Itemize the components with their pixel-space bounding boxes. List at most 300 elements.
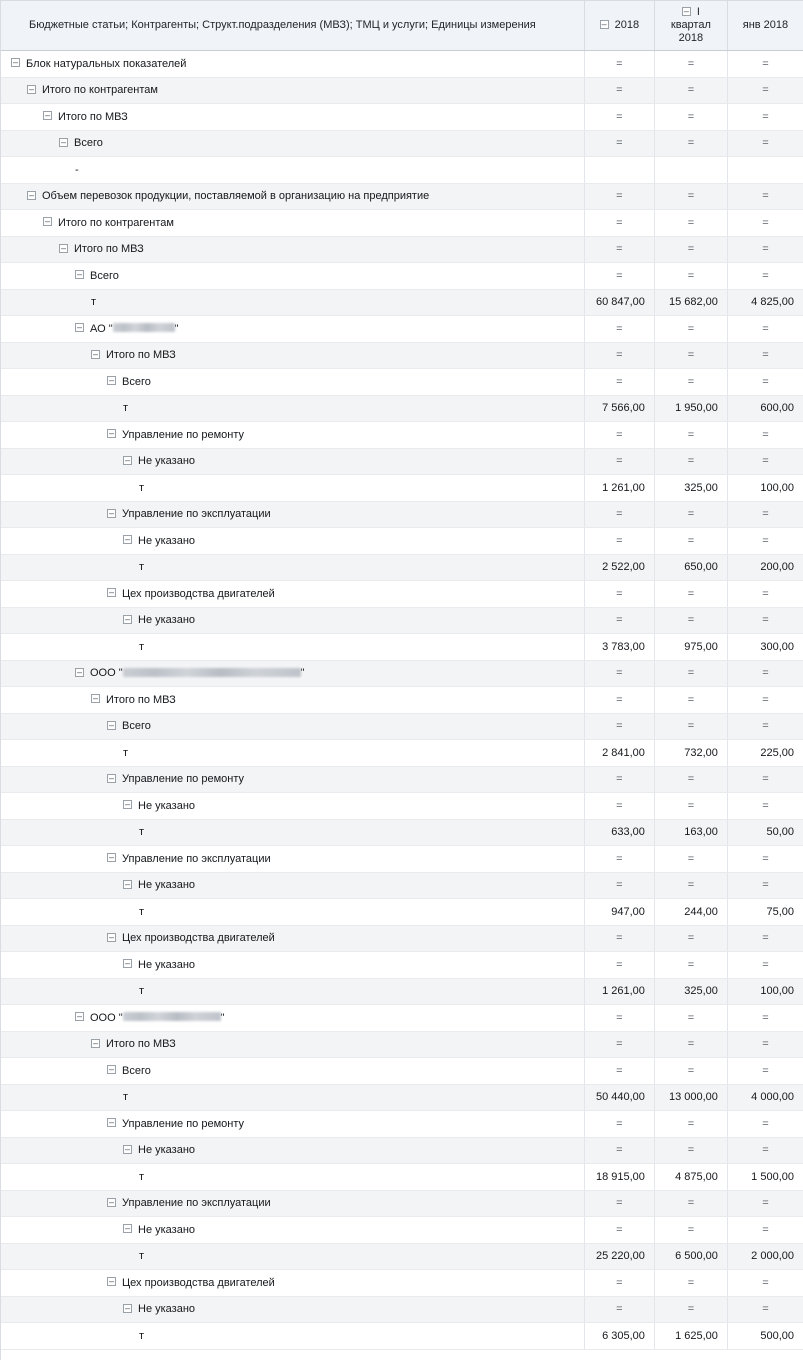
value-cell[interactable] (727, 1217, 803, 1244)
row-label-cell[interactable] (1, 501, 584, 528)
value-cell[interactable] (584, 846, 654, 873)
expand-toggle-icon[interactable] (600, 20, 609, 29)
collapse-toggle-icon[interactable] (75, 668, 84, 677)
table-row[interactable] (1, 342, 803, 369)
collapse-toggle-icon[interactable] (107, 509, 116, 518)
value-cell[interactable] (654, 581, 727, 608)
row-label-cell[interactable] (1, 793, 584, 820)
value-cell[interactable] (654, 1058, 727, 1085)
row-label-cell[interactable] (1, 210, 584, 237)
table-row[interactable] (1, 104, 803, 131)
value-cell[interactable] (654, 607, 727, 634)
collapse-toggle-icon[interactable] (91, 1039, 100, 1048)
value-cell[interactable] (727, 872, 803, 899)
value-cell[interactable]: 200,00 (727, 554, 803, 581)
table-row[interactable] (1, 1084, 803, 1111)
value-cell[interactable]: 100,00 (727, 475, 803, 502)
collapse-toggle-icon[interactable] (107, 853, 116, 862)
value-cell[interactable]: 50,00 (727, 819, 803, 846)
table-row[interactable] (1, 1190, 803, 1217)
value-cell[interactable] (654, 1296, 727, 1323)
value-cell[interactable]: 13 000,00 (654, 1084, 727, 1111)
table-row[interactable] (1, 952, 803, 979)
row-label-cell[interactable] (1, 1084, 584, 1111)
column-header-dimensions[interactable]: Бюджетные статьи; Контрагенты; Структ.подразделения (МВЗ); ТМЦ и услуги; Единицы измерения (1, 1, 584, 51)
row-label-cell[interactable] (1, 289, 584, 316)
value-cell[interactable] (727, 316, 803, 343)
value-cell[interactable] (654, 342, 727, 369)
table-row[interactable] (1, 448, 803, 475)
table-row[interactable] (1, 1296, 803, 1323)
value-cell[interactable]: 60 847,00 (584, 289, 654, 316)
table-row[interactable] (1, 925, 803, 952)
table-row[interactable] (1, 130, 803, 157)
table-row[interactable] (1, 581, 803, 608)
row-label-cell[interactable] (1, 899, 584, 926)
table-row[interactable] (1, 1137, 803, 1164)
row-label-cell[interactable] (1, 925, 584, 952)
value-cell[interactable]: 6 305,00 (584, 1323, 654, 1350)
table-row[interactable] (1, 899, 803, 926)
value-cell[interactable] (654, 183, 727, 210)
value-cell[interactable] (584, 157, 654, 184)
value-cell[interactable] (584, 687, 654, 714)
value-cell[interactable]: 6 500,00 (654, 1243, 727, 1270)
collapse-toggle-icon[interactable] (123, 535, 132, 544)
table-row[interactable] (1, 422, 803, 449)
value-cell[interactable] (727, 1031, 803, 1058)
row-label-cell[interactable] (1, 607, 584, 634)
row-label-cell[interactable] (1, 422, 584, 449)
row-label-cell[interactable] (1, 1005, 584, 1032)
formula-placeholder: = (687, 693, 695, 706)
value-cell[interactable] (654, 872, 727, 899)
value-cell[interactable]: 225,00 (727, 740, 803, 767)
value-cell[interactable] (584, 607, 654, 634)
row-label-cell[interactable] (1, 77, 584, 104)
value-cell[interactable] (584, 51, 654, 78)
value-cell[interactable]: 75,00 (727, 899, 803, 926)
value-cell[interactable] (584, 1270, 654, 1297)
table-row[interactable] (1, 846, 803, 873)
formula-placeholder: = (687, 1144, 695, 1157)
value-cell[interactable] (654, 104, 727, 131)
value-cell[interactable] (727, 51, 803, 78)
value-cell[interactable] (584, 766, 654, 793)
collapse-toggle-icon[interactable] (27, 191, 36, 200)
value-cell[interactable] (654, 77, 727, 104)
value-cell[interactable] (584, 130, 654, 157)
row-label-cell[interactable] (1, 448, 584, 475)
value-cell[interactable] (584, 1005, 654, 1032)
table-row[interactable] (1, 395, 803, 422)
column-header-q1-2018[interactable] (654, 1, 727, 51)
collapse-toggle-icon[interactable] (91, 694, 100, 703)
value-cell[interactable]: 1 950,00 (654, 395, 727, 422)
row-label-cell[interactable] (1, 554, 584, 581)
value-cell[interactable]: 163,00 (654, 819, 727, 846)
value-cell[interactable] (654, 316, 727, 343)
collapse-toggle-icon[interactable] (107, 588, 116, 597)
row-label-cell[interactable] (1, 872, 584, 899)
table-row[interactable] (1, 1005, 803, 1032)
value-cell[interactable] (584, 77, 654, 104)
value-cell[interactable] (584, 872, 654, 899)
value-cell[interactable] (654, 448, 727, 475)
value-cell[interactable]: 1 625,00 (654, 1323, 727, 1350)
collapse-toggle-icon[interactable] (107, 1198, 116, 1207)
table-row[interactable] (1, 713, 803, 740)
value-cell[interactable] (654, 1190, 727, 1217)
value-cell[interactable] (654, 925, 727, 952)
value-cell[interactable] (584, 316, 654, 343)
value-cell[interactable] (654, 793, 727, 820)
value-cell[interactable] (584, 713, 654, 740)
value-cell[interactable]: 650,00 (654, 554, 727, 581)
row-label-cell[interactable] (1, 660, 584, 687)
row-label-cell[interactable] (1, 1270, 584, 1297)
value-cell[interactable] (727, 952, 803, 979)
value-cell[interactable]: 244,00 (654, 899, 727, 926)
collapse-toggle-icon[interactable] (123, 800, 132, 809)
value-cell[interactable] (654, 766, 727, 793)
formula-placeholder: = (616, 1197, 623, 1210)
value-cell[interactable]: 1 261,00 (584, 978, 654, 1005)
value-cell[interactable]: 2 522,00 (584, 554, 654, 581)
value-cell[interactable] (584, 660, 654, 687)
value-cell[interactable]: 1 500,00 (727, 1164, 803, 1191)
value-cell[interactable] (654, 263, 727, 290)
table-row[interactable] (1, 183, 803, 210)
value-cell[interactable] (654, 952, 727, 979)
collapse-toggle-icon[interactable] (107, 721, 116, 730)
row-label-text: Всего (90, 269, 119, 282)
table-row[interactable] (1, 501, 803, 528)
collapse-toggle-icon[interactable] (107, 376, 116, 385)
value-cell[interactable]: 4 825,00 (727, 289, 803, 316)
row-label-cell[interactable] (1, 263, 584, 290)
value-cell[interactable]: 2 841,00 (584, 740, 654, 767)
value-cell[interactable] (654, 157, 727, 184)
row-label-cell[interactable] (1, 952, 584, 979)
row-label-cell[interactable] (1, 104, 584, 131)
value-cell[interactable]: 3 783,00 (584, 634, 654, 661)
value-cell[interactable] (654, 1137, 727, 1164)
value-cell[interactable] (727, 104, 803, 131)
row-label-cell[interactable] (1, 634, 584, 661)
row-label-cell[interactable] (1, 846, 584, 873)
value-cell[interactable] (584, 342, 654, 369)
row-label-cell[interactable] (1, 766, 584, 793)
table-row[interactable] (1, 369, 803, 396)
table-row[interactable] (1, 819, 803, 846)
value-cell[interactable]: 2 000,00 (727, 1243, 803, 1270)
row-label-cell[interactable] (1, 978, 584, 1005)
expand-toggle-icon[interactable] (682, 7, 691, 16)
value-cell[interactable] (727, 77, 803, 104)
value-cell[interactable]: 100,00 (727, 978, 803, 1005)
column-header-jan-2018[interactable] (727, 1, 803, 51)
row-label-cell[interactable] (1, 395, 584, 422)
formula-placeholder: = (616, 375, 623, 388)
table-row[interactable] (1, 1217, 803, 1244)
value-cell[interactable] (654, 130, 727, 157)
collapse-toggle-icon[interactable] (107, 429, 116, 438)
table-row[interactable] (1, 1323, 803, 1350)
value-cell[interactable] (727, 236, 803, 263)
value-cell[interactable] (584, 448, 654, 475)
table-row[interactable] (1, 528, 803, 555)
table-row[interactable] (1, 660, 803, 687)
table-row[interactable] (1, 51, 803, 78)
collapse-toggle-icon[interactable] (59, 244, 68, 253)
row-label-text: т (139, 640, 145, 653)
table-row[interactable] (1, 236, 803, 263)
formula-placeholder: = (762, 269, 769, 282)
value-cell[interactable] (727, 1058, 803, 1085)
row-label-cell[interactable] (1, 1137, 584, 1164)
value-cell[interactable]: 50 440,00 (584, 1084, 654, 1111)
row-label-cell[interactable] (1, 316, 584, 343)
value-cell[interactable]: 732,00 (654, 740, 727, 767)
row-label-cell[interactable] (1, 183, 584, 210)
value-cell[interactable] (654, 528, 727, 555)
table-row[interactable] (1, 607, 803, 634)
value-cell[interactable]: 300,00 (727, 634, 803, 661)
table-row[interactable] (1, 316, 803, 343)
value-cell[interactable] (727, 660, 803, 687)
row-label-cell[interactable] (1, 342, 584, 369)
row-label-cell[interactable] (1, 1296, 584, 1323)
value-cell[interactable] (584, 104, 654, 131)
value-cell[interactable] (727, 422, 803, 449)
row-label-cell[interactable] (1, 369, 584, 396)
value-cell[interactable]: 4 000,00 (727, 1084, 803, 1111)
collapse-toggle-icon[interactable] (11, 58, 20, 67)
table-row[interactable] (1, 263, 803, 290)
value-cell[interactable] (584, 1031, 654, 1058)
value-cell[interactable] (584, 1058, 654, 1085)
table-row[interactable] (1, 1270, 803, 1297)
row-label-text: Управление по эксплуатации (122, 1197, 271, 1210)
value-cell[interactable] (727, 1005, 803, 1032)
row-label-cell[interactable] (1, 1111, 584, 1138)
collapse-toggle-icon[interactable] (107, 774, 116, 783)
row-label-cell[interactable] (1, 528, 584, 555)
value-cell[interactable] (727, 263, 803, 290)
value-cell[interactable] (727, 581, 803, 608)
value-cell[interactable] (654, 713, 727, 740)
value-cell[interactable] (727, 925, 803, 952)
collapse-toggle-icon[interactable] (43, 111, 52, 120)
value-cell[interactable] (654, 1217, 727, 1244)
value-cell[interactable] (727, 528, 803, 555)
value-cell[interactable] (584, 528, 654, 555)
value-cell[interactable] (727, 793, 803, 820)
collapse-toggle-icon[interactable] (123, 1145, 132, 1154)
value-cell[interactable]: 18 915,00 (584, 1164, 654, 1191)
table-row[interactable] (1, 77, 803, 104)
collapse-toggle-icon[interactable] (75, 1012, 84, 1021)
row-label-cell[interactable] (1, 236, 584, 263)
value-cell[interactable] (727, 607, 803, 634)
value-cell[interactable] (727, 501, 803, 528)
value-cell[interactable] (584, 263, 654, 290)
value-cell[interactable] (584, 793, 654, 820)
collapse-toggle-icon[interactable] (75, 323, 84, 332)
value-cell[interactable] (584, 1111, 654, 1138)
row-label-cell[interactable] (1, 475, 584, 502)
table-row[interactable] (1, 1111, 803, 1138)
value-cell[interactable] (654, 51, 727, 78)
row-label-cell[interactable] (1, 1323, 584, 1350)
value-cell[interactable]: 975,00 (654, 634, 727, 661)
formula-placeholder: = (687, 84, 695, 97)
value-cell[interactable] (654, 846, 727, 873)
value-cell[interactable]: 325,00 (654, 978, 727, 1005)
value-cell[interactable] (584, 581, 654, 608)
value-cell[interactable]: 600,00 (727, 395, 803, 422)
value-cell[interactable] (584, 501, 654, 528)
table-row[interactable] (1, 475, 803, 502)
collapse-toggle-icon[interactable] (123, 1224, 132, 1233)
table-row[interactable] (1, 634, 803, 661)
value-cell[interactable] (654, 210, 727, 237)
value-cell[interactable] (727, 766, 803, 793)
row-label-cell[interactable] (1, 1190, 584, 1217)
table-row[interactable] (1, 1164, 803, 1191)
value-cell[interactable] (584, 1296, 654, 1323)
value-cell[interactable] (727, 157, 803, 184)
value-cell[interactable]: 947,00 (584, 899, 654, 926)
value-cell[interactable] (654, 1270, 727, 1297)
table-row[interactable] (1, 1243, 803, 1270)
row-label-text: Всего (74, 137, 103, 150)
value-cell[interactable] (727, 713, 803, 740)
value-cell[interactable] (727, 183, 803, 210)
value-cell[interactable] (727, 1270, 803, 1297)
table-row[interactable] (1, 687, 803, 714)
table-row[interactable] (1, 157, 803, 184)
value-cell[interactable] (584, 210, 654, 237)
column-header-2018[interactable] (584, 1, 654, 51)
formula-placeholder: = (616, 773, 623, 786)
value-cell[interactable] (584, 183, 654, 210)
row-label-cell[interactable] (1, 581, 584, 608)
collapse-toggle-icon[interactable] (123, 1304, 132, 1313)
row-label-cell[interactable] (1, 157, 584, 184)
value-cell[interactable] (654, 369, 727, 396)
collapse-toggle-icon[interactable] (123, 880, 132, 889)
table-row[interactable] (1, 1031, 803, 1058)
value-cell[interactable] (584, 952, 654, 979)
value-cell[interactable] (654, 660, 727, 687)
table-row[interactable] (1, 1058, 803, 1085)
collapse-toggle-icon[interactable] (91, 350, 100, 359)
value-cell[interactable] (654, 422, 727, 449)
value-cell[interactable] (654, 1005, 727, 1032)
formula-placeholder: = (616, 720, 623, 733)
value-cell[interactable] (727, 1111, 803, 1138)
value-cell[interactable] (584, 1137, 654, 1164)
row-label-cell[interactable] (1, 687, 584, 714)
value-cell[interactable] (584, 1217, 654, 1244)
collapse-toggle-icon[interactable] (107, 933, 116, 942)
value-cell[interactable]: 25 220,00 (584, 1243, 654, 1270)
collapse-toggle-icon[interactable] (59, 138, 68, 147)
row-label-cell[interactable] (1, 1217, 584, 1244)
value-cell[interactable] (654, 1031, 727, 1058)
value-cell[interactable]: 4 875,00 (654, 1164, 727, 1191)
formula-placeholder: = (687, 1223, 695, 1236)
value-cell[interactable]: 15 682,00 (654, 289, 727, 316)
table-row[interactable] (1, 872, 803, 899)
value-cell[interactable] (727, 687, 803, 714)
value-cell[interactable] (654, 236, 727, 263)
value-cell[interactable] (654, 687, 727, 714)
value-cell[interactable] (727, 130, 803, 157)
collapse-toggle-icon[interactable] (123, 456, 132, 465)
value-cell[interactable] (654, 1111, 727, 1138)
value-cell[interactable] (727, 846, 803, 873)
collapse-toggle-icon[interactable] (107, 1277, 116, 1286)
collapse-toggle-icon[interactable] (123, 615, 132, 624)
collapse-toggle-icon[interactable] (75, 270, 84, 279)
row-label-cell[interactable] (1, 713, 584, 740)
value-cell[interactable]: 633,00 (584, 819, 654, 846)
row-label-cell[interactable] (1, 1031, 584, 1058)
collapse-toggle-icon[interactable] (27, 85, 36, 94)
table-row[interactable] (1, 289, 803, 316)
value-cell[interactable] (727, 210, 803, 237)
row-label-cell[interactable] (1, 1164, 584, 1191)
table-row[interactable] (1, 740, 803, 767)
value-cell[interactable] (727, 448, 803, 475)
value-cell[interactable]: 500,00 (727, 1323, 803, 1350)
collapse-toggle-icon[interactable] (107, 1065, 116, 1074)
value-cell[interactable] (584, 422, 654, 449)
row-label-cell[interactable] (1, 51, 584, 78)
value-cell[interactable]: 7 566,00 (584, 395, 654, 422)
row-label-cell[interactable] (1, 130, 584, 157)
value-cell[interactable] (727, 342, 803, 369)
table-row[interactable] (1, 978, 803, 1005)
table-row[interactable] (1, 210, 803, 237)
value-cell[interactable] (727, 1190, 803, 1217)
table-row[interactable] (1, 766, 803, 793)
value-cell[interactable] (584, 236, 654, 263)
collapse-toggle-icon[interactable] (43, 217, 52, 226)
table-row[interactable] (1, 554, 803, 581)
value-cell[interactable] (654, 501, 727, 528)
value-cell[interactable] (584, 369, 654, 396)
value-cell[interactable]: 1 261,00 (584, 475, 654, 502)
collapse-toggle-icon[interactable] (107, 1118, 116, 1127)
row-label-cell[interactable] (1, 819, 584, 846)
value-cell[interactable] (584, 1190, 654, 1217)
value-cell[interactable] (584, 925, 654, 952)
row-label-cell[interactable] (1, 1058, 584, 1085)
formula-placeholder: = (616, 667, 623, 680)
value-cell[interactable] (727, 1296, 803, 1323)
value-cell[interactable] (727, 369, 803, 396)
collapse-toggle-icon[interactable] (123, 959, 132, 968)
value-cell[interactable]: 325,00 (654, 475, 727, 502)
table-row[interactable] (1, 793, 803, 820)
value-cell[interactable] (727, 1137, 803, 1164)
row-label-cell[interactable] (1, 740, 584, 767)
row-label-cell[interactable] (1, 1243, 584, 1270)
